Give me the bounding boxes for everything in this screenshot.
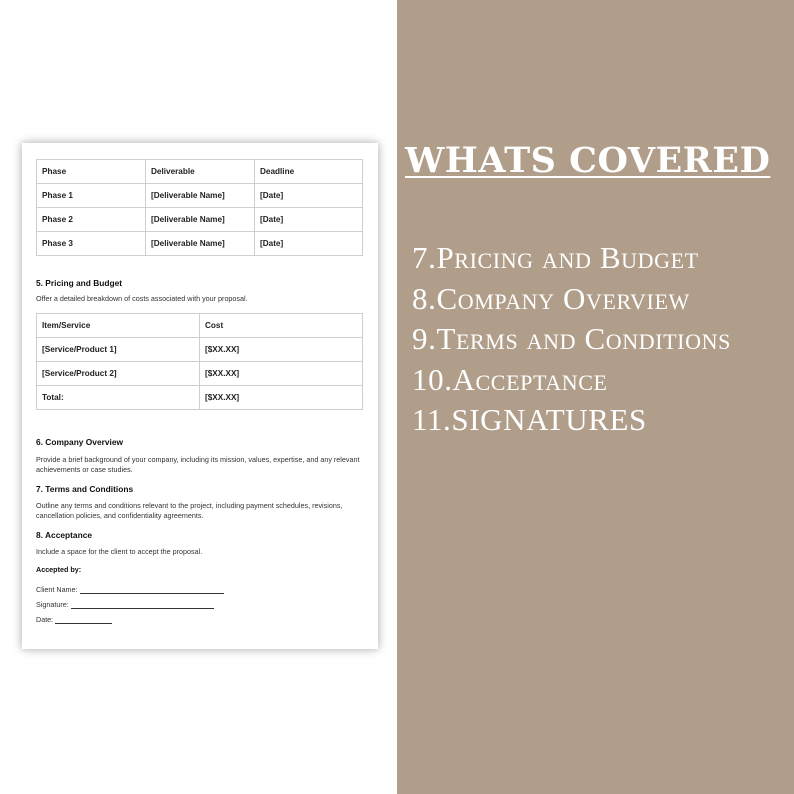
table-row (37, 208, 363, 232)
client-name-label: Client Name: (36, 585, 78, 594)
document-page (22, 143, 378, 649)
list-item: 7.Pricing and Budget (412, 240, 699, 275)
list-item: 10.Acceptance (412, 361, 608, 397)
accepted-by-label: Accepted by: (36, 565, 82, 574)
contents-panel (397, 0, 794, 794)
client-name-row (36, 579, 364, 594)
table-header-cell: Cost (200, 313, 363, 337)
table-cell: [$XX.XX] (200, 361, 363, 385)
table-cell: [Date] (255, 208, 363, 232)
table-row (37, 337, 363, 361)
table-header-row (37, 313, 363, 337)
signature-label: Signature: (36, 600, 69, 609)
date-row (36, 609, 364, 624)
table-row (37, 385, 363, 409)
table-cell: [Service/Product 2] (37, 361, 200, 385)
table-cell: [Date] (255, 232, 363, 256)
panel-title (405, 140, 785, 181)
company-overview-text: Provide a brief background of your company, including its mission, values, expertise, and any relevant achievements or case studies. (36, 454, 360, 474)
table-header-cell: Deadline (255, 160, 363, 184)
table-header-cell: Deliverable (146, 160, 255, 184)
client-name-line (80, 586, 224, 594)
phase-table (36, 159, 363, 256)
table-cell: Phase 1 (37, 184, 146, 208)
acceptance-heading: 8. Acceptance (36, 529, 93, 540)
list-item: 9.Terms and Conditions (412, 321, 731, 356)
table-cell: [Deliverable Name] (146, 184, 255, 208)
table-cell: [$XX.XX] (200, 385, 363, 409)
covered-list (412, 238, 794, 441)
table-header-row (37, 160, 363, 184)
signature-line (71, 601, 214, 609)
terms-heading: 7. Terms and Conditions (36, 483, 134, 494)
table-cell: [Deliverable Name] (146, 208, 255, 232)
pricing-heading: 5. Pricing and Budget (36, 278, 123, 288)
table-cell: [Date] (255, 184, 363, 208)
panel-title-text: WHATS COVERED (405, 140, 771, 181)
terms-text: Outline any terms and conditions relevant to the project, including payment schedules, revisions, cancellation policies, and confidentiality agreements. (36, 500, 343, 520)
table-cell: [Deliverable Name] (146, 232, 255, 256)
pricing-table (36, 313, 363, 410)
acceptance-text: Include a space for the client to accept the proposal. (36, 546, 203, 556)
list-item: 11.SIGNATURES (412, 402, 647, 437)
table-cell: Phase 3 (37, 232, 146, 256)
table-cell: Phase 2 (37, 208, 146, 232)
acceptance-block (36, 565, 364, 624)
table-cell: [$XX.XX] (200, 337, 363, 361)
company-overview-heading: 6. Company Overview (36, 436, 124, 447)
table-header-cell: Phase (37, 160, 146, 184)
date-label: Date: (36, 615, 54, 624)
table-cell: Total: (37, 385, 200, 409)
list-item: 8.Company Overview (412, 280, 690, 316)
table-cell: [Service/Product 1] (37, 337, 200, 361)
signature-row (36, 594, 364, 609)
table-row (37, 184, 363, 208)
table-row (37, 232, 363, 256)
table-row (37, 361, 363, 385)
pricing-text: Offer a detailed breakdown of costs associated with your proposal. (36, 294, 248, 303)
date-line (55, 616, 112, 624)
table-header-cell: Item/Service (37, 313, 200, 337)
